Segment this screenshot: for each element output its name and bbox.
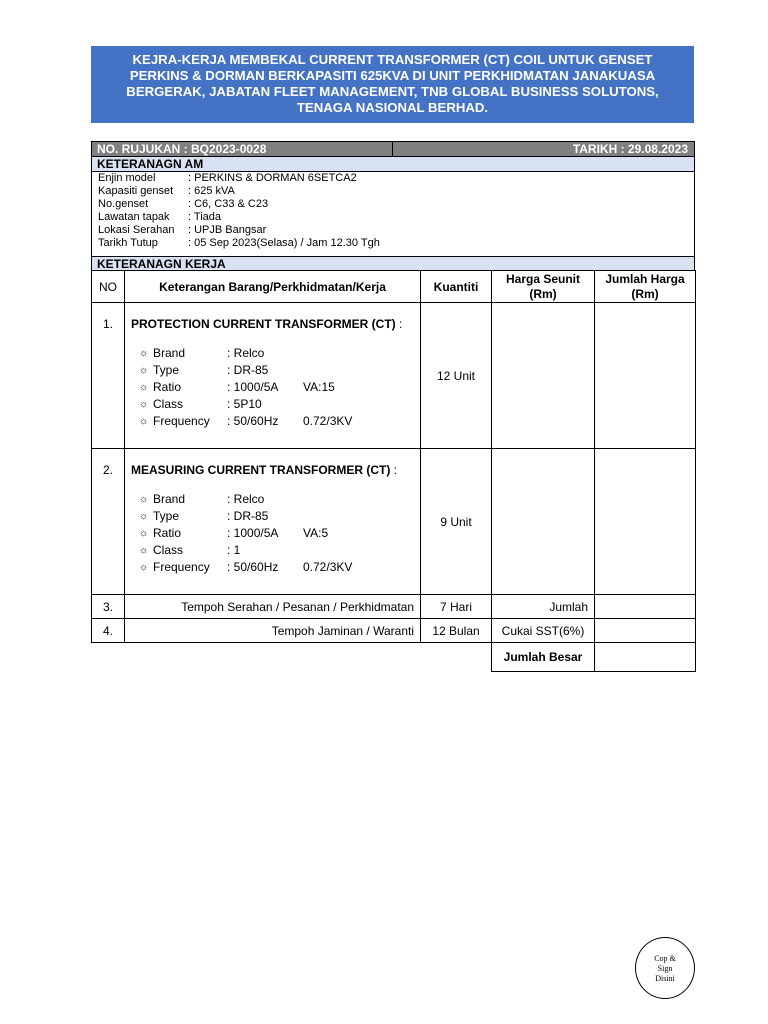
stamp-line: Disini (655, 974, 675, 983)
info-label: No.genset (98, 198, 149, 210)
sun-bullet-icon: ☼ (139, 562, 149, 573)
sun-bullet-icon: ☼ (139, 416, 149, 427)
grand-total-value (595, 643, 696, 672)
column-header-unit-price: Harga Seunit (Rm) (492, 271, 595, 303)
item-description (125, 449, 421, 595)
general-info-box (91, 171, 695, 256)
spec-row: ☼ Frequency : 50/60Hz 0.72/3KV (139, 414, 353, 428)
item-quantity: 9 Unit (421, 449, 492, 595)
info-label: Lawatan tapak (98, 211, 170, 223)
document-date: TARIKH : 29.08.2023 (572, 142, 688, 156)
sun-bullet-icon: ☼ (139, 528, 149, 539)
info-value: : Tiada (188, 211, 222, 223)
column-header-quantity: Kuantiti (421, 271, 492, 303)
sun-bullet-icon: ☼ (139, 511, 149, 522)
column-header-total-price: Jumlah Harga (Rm) (595, 271, 696, 303)
tax-label: Cukai SST(6%) (492, 619, 595, 643)
document-title (91, 46, 694, 123)
item-description (125, 303, 421, 449)
column-header-no: NO (92, 271, 125, 303)
table-row (92, 619, 696, 643)
spec-row: ☼ Frequency : 50/60Hz 0.72/3KV (139, 560, 353, 574)
table-row (92, 303, 696, 449)
item-number: 3. (92, 595, 125, 619)
subtotal-label: Jumlah (492, 595, 595, 619)
item-quantity: 7 Hari (421, 595, 492, 619)
item-description: Tempoh Serahan / Pesanan / Perkhidmatan (125, 595, 421, 619)
spec-row: ☼ Brand : Relco (139, 346, 265, 360)
info-value: : PERKINS & DORMAN 6SETCA2 (188, 172, 357, 184)
item-number: 1. (92, 303, 125, 449)
spec-row: ☼ Class : 1 (139, 543, 241, 557)
title-line: BERGERAK, JABATAN FLEET MANAGEMENT, TNB GLOBAL BUSINESS SOLUTONS, (126, 84, 659, 99)
spec-row: ☼ Type : DR-85 (139, 509, 269, 523)
info-label: Kapasiti genset (98, 185, 174, 197)
item-total-price (595, 303, 696, 449)
stamp-line: Cop & (654, 954, 676, 963)
work-section-heading (91, 256, 695, 271)
info-label: Tarikh Tutup (98, 237, 158, 249)
item-total-price (595, 449, 696, 595)
info-value: : 625 kVA (188, 185, 235, 197)
item-unit-price (492, 449, 595, 595)
reference-number: NO. RUJUKAN : BQ2023-0028 (97, 142, 267, 156)
spec-row: ☼ Type : DR-85 (139, 363, 269, 377)
general-heading-text: KETERANAGN AM (97, 157, 204, 171)
reference-bar (91, 141, 393, 157)
date-bar (392, 141, 695, 157)
item-quantity: 12 Bulan (421, 619, 492, 643)
work-heading-text: KETERANAGN KERJA (97, 257, 226, 271)
spec-row: ☼ Class : 5P10 (139, 397, 262, 411)
item-title: MEASURING CURRENT TRANSFORMER (CT) : (131, 463, 397, 477)
general-section-heading (91, 156, 695, 172)
info-value: : 05 Sep 2023(Selasa) / Jam 12.30 Tgh (188, 237, 380, 249)
tax-value (595, 619, 696, 643)
work-items-table (91, 270, 696, 672)
item-number: 2. (92, 449, 125, 595)
empty-cell (92, 643, 492, 672)
stamp-line: Sign (657, 964, 673, 973)
title-line: PERKINS & DORMAN BERKAPASITI 625KVA DI UNIT PERKHIDMATAN JANAKUASA (129, 68, 656, 83)
spec-row: ☼ Brand : Relco (139, 492, 265, 506)
info-label: Enjin model (98, 172, 156, 184)
table-row (92, 595, 696, 619)
item-title: PROTECTION CURRENT TRANSFORMER (CT) : (131, 317, 403, 331)
item-unit-price (492, 303, 595, 449)
table-row (92, 449, 696, 595)
item-number: 4. (92, 619, 125, 643)
title-line: TENAGA NASIONAL BERHAD. (296, 100, 489, 115)
info-label: Lokasi Serahan (98, 224, 175, 236)
info-value: : UPJB Bangsar (188, 224, 267, 236)
sun-bullet-icon: ☼ (139, 494, 149, 505)
sun-bullet-icon: ☼ (139, 382, 149, 393)
title-line: KEJRA-KERJA MEMBEKAL CURRENT TRANSFORMER (CT) COIL UNTUK GENSET (132, 52, 653, 67)
table-header-row (92, 271, 696, 303)
item-quantity: 12 Unit (421, 303, 492, 449)
grand-total-row (92, 643, 696, 672)
column-header-description: Keterangan Barang/Perkhidmatan/Kerja (125, 271, 421, 303)
sun-bullet-icon: ☼ (139, 399, 149, 410)
spec-row: ☼ Ratio : 1000/5A VA:15 (139, 380, 335, 394)
info-value: : C6, C33 & C23 (188, 198, 269, 210)
grand-total-label: Jumlah Besar (492, 643, 595, 672)
spec-row: ☼ Ratio : 1000/5A VA:5 (139, 526, 329, 540)
subtotal-value (595, 595, 696, 619)
sun-bullet-icon: ☼ (139, 365, 149, 376)
sun-bullet-icon: ☼ (139, 545, 149, 556)
sun-bullet-icon: ☼ (139, 348, 149, 359)
item-description: Tempoh Jaminan / Waranti (125, 619, 421, 643)
stamp-placeholder (635, 937, 695, 999)
